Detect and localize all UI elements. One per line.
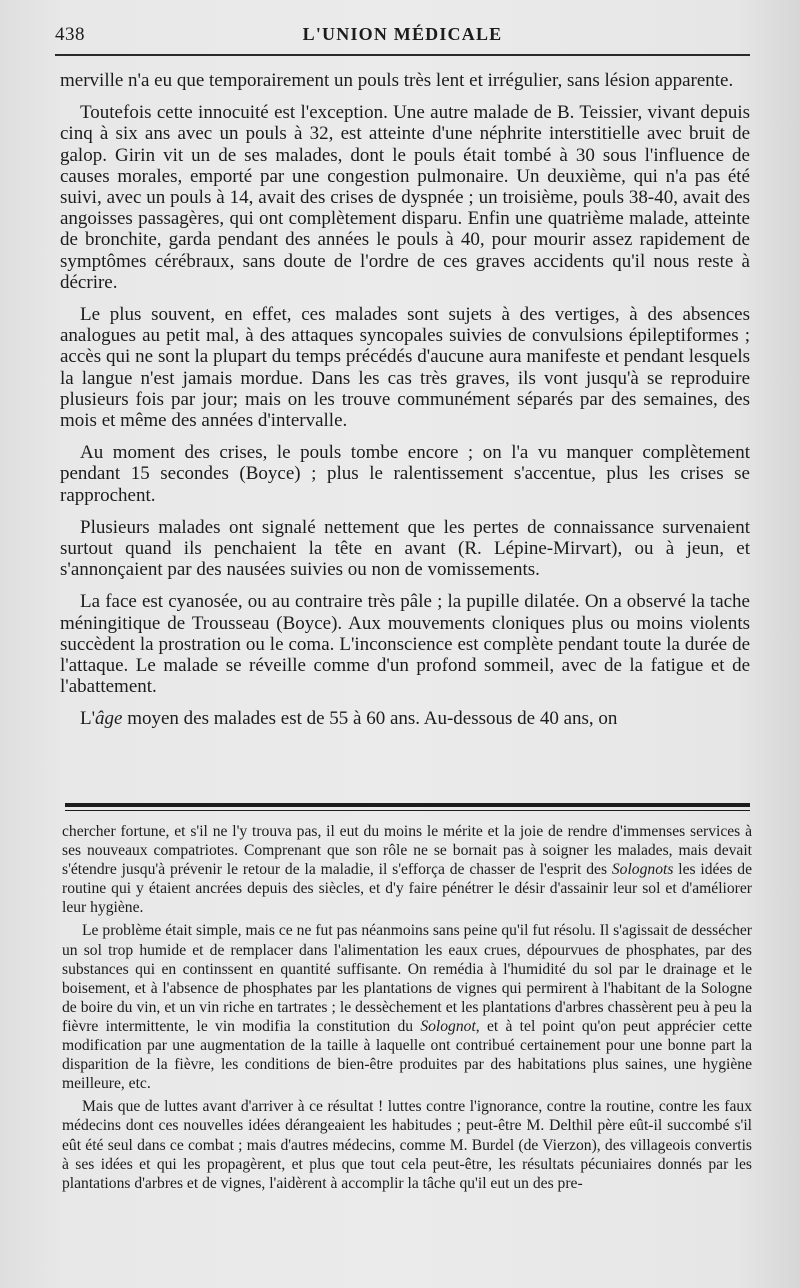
feuilleton-paragraph-1-part-a: chercher fortune, et s'il ne l'y trouva pas, il eut du moins le mérite et la joie de rendre d'immenses services à ses nouveaux compatriotes. Comprenant que son rôle ne se bornait pas à soigner les malades, mais devait s'étendre jusqu'à prévenir le retour de la maladie, il s'efforça de chasser de l'esprit des xyxy=(62,823,752,879)
paragraph-2: Toutefois cette innocuité est l'exception. Une autre malade de B. Teissier, vivant depuis cinq à six ans avec un pouls à 32, est atteinte d'une néphrite interstitielle avec bruit de galop. Girin vit un de ses malades, dont le pouls était tombé à 30 sous l'influence de causes morales, emporté par une congestion pulmonaire. Un deuxième, qui n'a pas été suivi, avec un pouls à 14, avait des crises de dyspnée ; un troisième, pouls 38-40, avait des angoisses passagères, qui ont complètement disparu. Enfin une quatrième malade, atteinte de bronchite, garda pendant des années le pouls à 40, pour mourir assez rapidement de symptômes cérébraux, sans doute de l'ordre de ces graves accidents qu'il nous reste à décrire. xyxy=(60,102,750,293)
feuilleton-paragraph-2-italic: Solognot xyxy=(420,1017,476,1035)
paragraph-7-rest: moyen des malades est de 55 à 60 ans. Au-dessous de 40 ans, on xyxy=(122,708,618,730)
feuilleton-separator-thin xyxy=(65,810,750,811)
feuilleton-paragraph-2-part-b: , et à tel point qu'on peut apprécier cette modification par une augmentation de la taille à laquelle ont contribué certainement pour une bonne part la disparition de la fièvre, les conditions de bien-être produites par des habitations plus saines, une hygiène meilleure, etc. xyxy=(62,1017,752,1093)
page-header xyxy=(55,18,750,48)
feuilleton-paragraph-3: Mais que de luttes avant d'arriver à ce résultat ! luttes contre l'ignorance, contre la routine, contre les faux médecins dont ces nouvelles idées dérangeaient les habitudes ; peut-être M. Delthil père eût-il succombé s'il eût été seul dans ce combat ; mais d'autres médecins, comme M. Burdel (de Vierzon), des villageois convertis à ses idées et qui les propagèrent, et plus que tout cela peut-être, les résultats pécuniaires donnés par les plantations d'arbres et de vignes, l'aidèrent à accomplir la tâche qu'il eut un des pre- xyxy=(62,1098,752,1192)
feuilleton-text xyxy=(62,822,752,1197)
feuilleton-separator-thick xyxy=(65,803,750,807)
running-title: L'UNION MÉDICALE xyxy=(302,24,503,44)
feuilleton-paragraph-2-part-a: Le problème était simple, mais ce ne fut pas néanmoins sans peine qu'il fut résolu. Il s'agissait de dessécher un sol trop humide et de remplacer dans l'alimentation les eaux crues, dépourvues de phosphates, par des substances qui en continssent en quantité suffisante. On remédia à l'humidité du sol par le drainage et le boisement, et à l'absence de phosphates par les plantations de vignes qui permirent à l'habitant de la Sologne de boire du vin, et un vin riche en tartrates ; le dessèchement et les plantations d'arbres chassèrent peu à peu la fièvre intermittente, le vin modifia la constitution du xyxy=(62,922,752,1035)
paragraph-6: La face est cyanosée, ou au contraire très pâle ; la pupille dilatée. On a observé la tache méningitique de Trousseau (Boyce). Aux mouvements cloniques plus ou moins violents succèdent la prostration ou le coma. L'inconscience est complète pendant toute la durée de l'attaque. Le malade se réveille comme d'un profond sommeil, avec de la fatigue et de l'abattement. xyxy=(60,591,750,698)
feuilleton-paragraph-1 xyxy=(62,822,752,917)
paragraph-1: merville n'a eu que temporairement un pouls très lent et irrégulier, sans lésion apparente. xyxy=(60,70,734,91)
paragraph-7 xyxy=(60,708,750,729)
paragraph-3: Le plus souvent, en effet, ces malades sont sujets à des vertiges, à des absences analogues au petit mal, à des attaques syncopales suivies de convulsions épileptiformes ; accès qui ne sont la plupart du temps précédés d'aucune aura manifeste et pendant lesquels la langue n'est jamais mordue. Dans les cas très graves, ils vont jusqu'à se reproduire plusieurs fois par jour; mais on les trouve communément séparés par des semaines, des mois et même des années d'intervalle. xyxy=(60,304,750,432)
main-body-text xyxy=(60,70,750,730)
paragraph-7-italic: âge xyxy=(95,708,123,730)
paragraph-5: Plusieurs malades ont signalé nettement que les pertes de connaissance survenaient surtout quand ils penchaient la tête en avant (R. Lépine-Mirvart), ou à jeun, et s'annonçaient par des nausées suivies ou non de vomissements. xyxy=(60,516,750,581)
page-number: 438 xyxy=(55,24,85,45)
paragraph-4: Au moment des crises, le pouls tombe encore ; on l'a vu manquer complètement pendant 15 secondes (Boyce) ; plus le ralentissement s'accentue, plus les crises se rapprochent. xyxy=(60,442,750,506)
feuilleton-paragraph-1-part-b: les idées de routine qui y étaient ancrées depuis des siècles, et d'y faire pénétrer le désir d'assainir leur sol et d'améliorer leur hygiène. xyxy=(62,861,752,917)
paragraph-7-start: L' xyxy=(80,708,96,730)
header-rule xyxy=(55,54,750,56)
feuilleton-paragraph-2 xyxy=(62,921,752,1093)
feuilleton-paragraph-1-italic: Solognots xyxy=(611,861,674,879)
